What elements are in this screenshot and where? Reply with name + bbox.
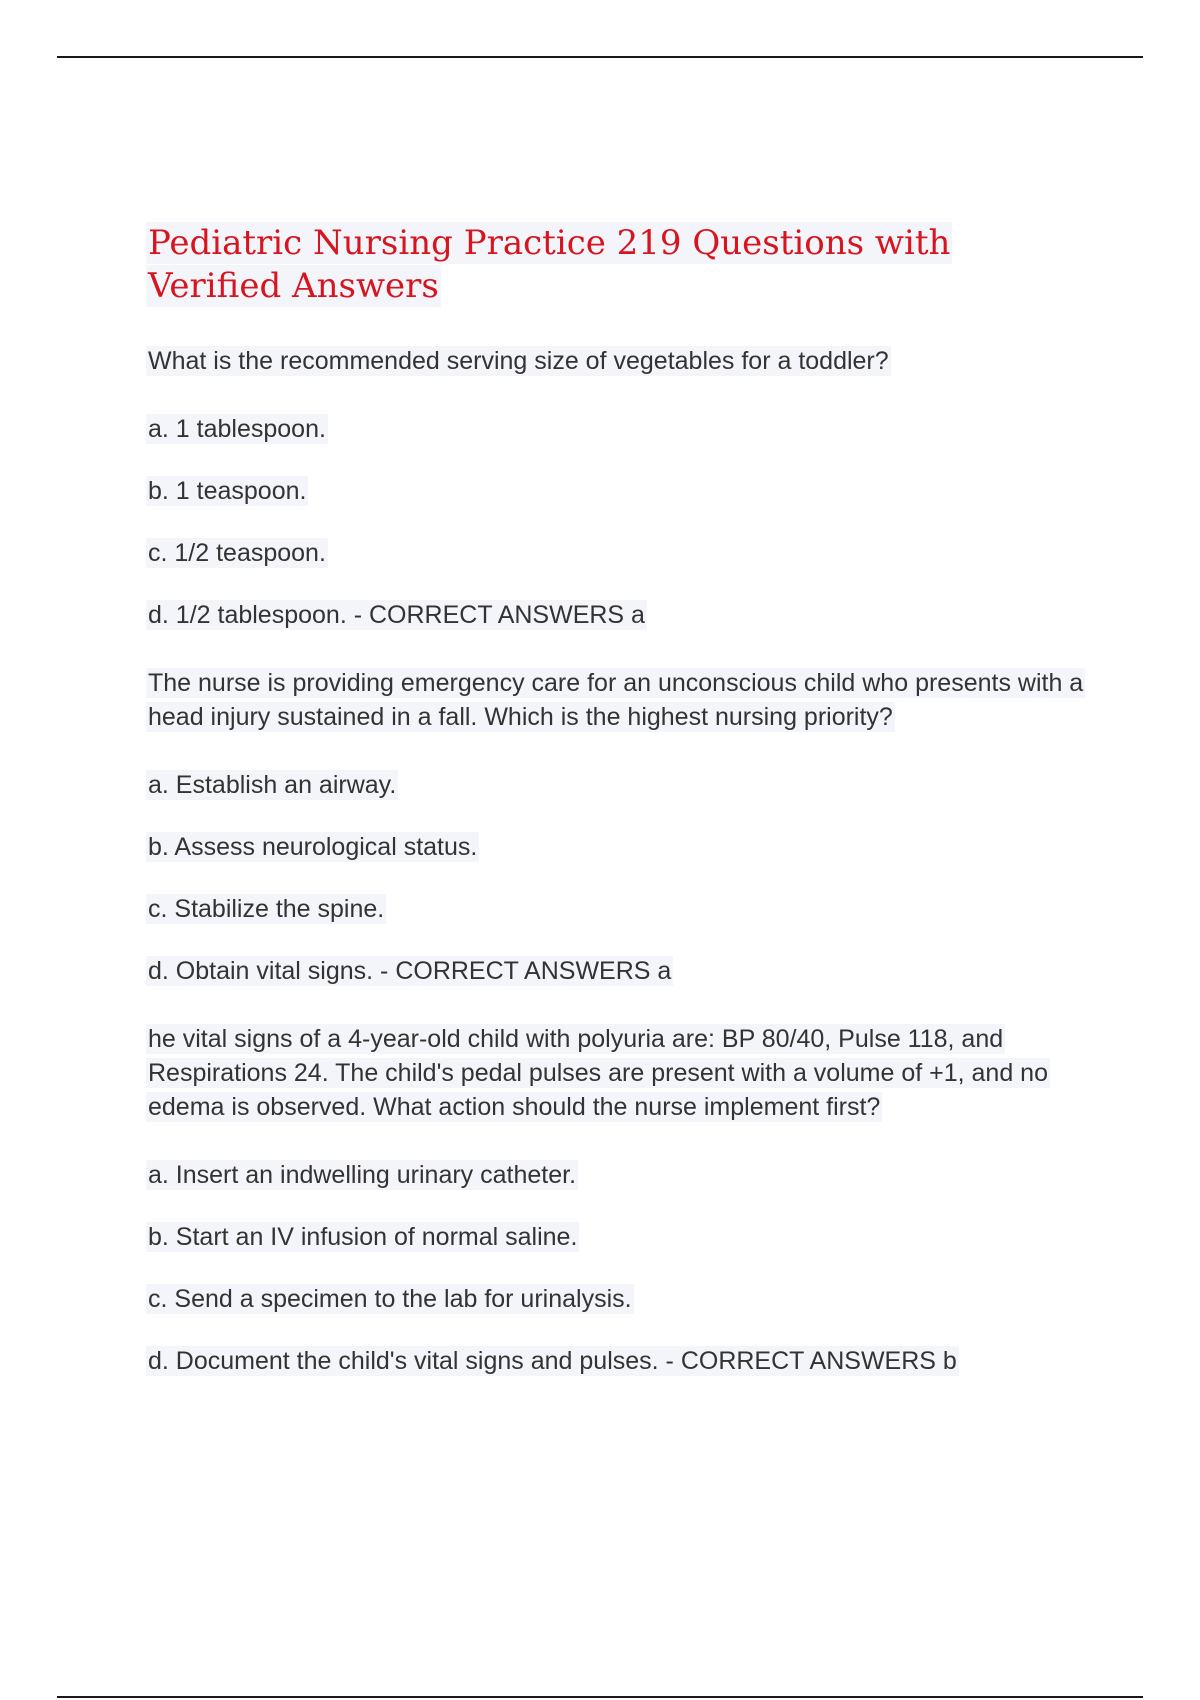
answer-option-b: b. 1 teaspoon. (148, 477, 307, 505)
answer-option-c: c. Stabilize the spine. (148, 895, 385, 923)
question-block-3 (146, 1022, 1106, 1378)
answer-option-d: d. Obtain vital signs. - CORRECT ANSWERS a (148, 957, 672, 985)
document-body (146, 222, 1106, 1412)
question-text: he vital signs of a 4-year-old child with polyuria are: BP 80/40, Pulse 118, and Respirations 24. The child's pedal pulses are present with a volume of +1, and no edema is observed. What action should the nurse implement first? (148, 1025, 1048, 1121)
header-rule (57, 56, 1143, 58)
answer-option-a: a. Insert an indwelling urinary catheter. (148, 1161, 577, 1189)
answer-option-d: d. 1/2 tablespoon. - CORRECT ANSWERS a (148, 601, 645, 629)
answer-option-a: a. 1 tablespoon. (148, 415, 326, 443)
document-title: Pediatric Nursing Practice 219 Questions with Verified Answers (148, 223, 951, 306)
answer-option-c: c. 1/2 teaspoon. (148, 539, 326, 567)
question-block-2 (146, 666, 1106, 988)
question-block-1 (146, 344, 1106, 632)
question-text: What is the recommended serving size of vegetables for a toddler? (148, 347, 889, 375)
answer-option-d: d. Document the child's vital signs and pulses. - CORRECT ANSWERS b (148, 1347, 957, 1375)
answer-option-b: b. Assess neurological status. (148, 833, 478, 861)
question-text: The nurse is providing emergency care for an unconscious child who presents with a head injury sustained in a fall. Which is the highest nursing priority? (148, 669, 1084, 731)
footer-rule (57, 1696, 1143, 1698)
answer-option-b: b. Start an IV infusion of normal saline. (148, 1223, 578, 1251)
answer-option-c: c. Send a specimen to the lab for urinalysis. (148, 1285, 632, 1313)
answer-option-a: a. Establish an airway. (148, 771, 397, 799)
